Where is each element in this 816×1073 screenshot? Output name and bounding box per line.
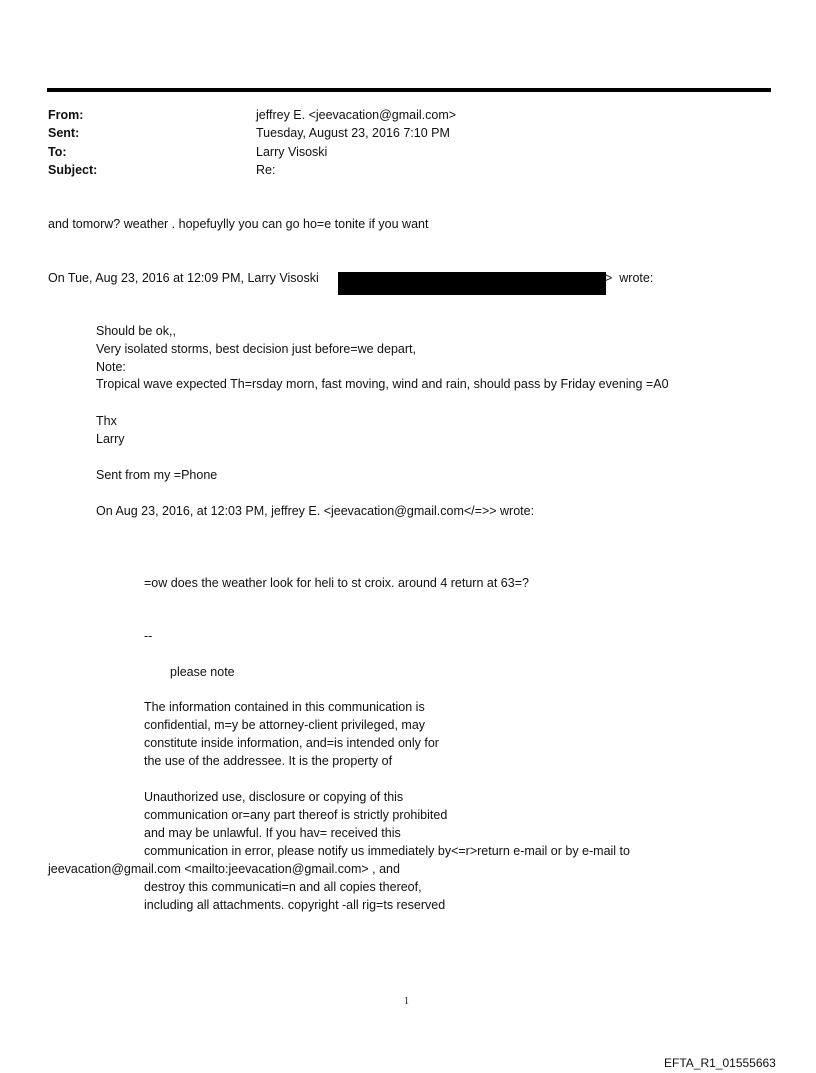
quote1-line: Sent from my =Phone <box>96 468 218 482</box>
subject-value: Re: <box>256 163 276 177</box>
from-value: jeffrey E. <jeevacation@gmail.com> <box>256 108 457 122</box>
quote2-line: communication or=any part thereof is strictly prohibited <box>144 808 448 822</box>
quote1-line: On Aug 23, 2016, at 12:03 PM, jeffrey E. <jeevacation@gmail.com</=>> wrote: <box>96 504 535 518</box>
quote1-line: Note: <box>96 360 126 374</box>
reply-text: and tomorw? weather . hopefuylly you can go ho=e tonite if you want <box>48 217 429 231</box>
quote2-line: constitute inside information, and=is intended only for <box>144 736 439 750</box>
quote2-line: The information contained in this communication is <box>144 700 425 714</box>
redaction-box <box>338 272 606 295</box>
quote2-line: Unauthorized use, disclosure or copying of this <box>144 790 404 804</box>
quote1-line: Should be ok,, <box>96 324 176 338</box>
quote2-line: jeevacation@gmail.com <mailto:jeevacation@gmail.com> , and <box>48 862 400 876</box>
quote1-line: Very isolated storms, best decision just before=we depart, <box>96 342 416 356</box>
sent-label: Sent: <box>48 126 80 140</box>
quote1-line: Larry <box>96 432 125 446</box>
sent-value: Tuesday, August 23, 2016 7:10 PM <box>256 126 450 140</box>
quote1-intro-suffix: > wrote: <box>605 271 654 285</box>
header-rule <box>47 88 771 92</box>
quote2-line: -- <box>144 629 153 643</box>
quote1-line: Thx <box>96 414 117 428</box>
subject-label: Subject: <box>48 163 98 177</box>
quote2-line: =ow does the weather look for heli to st croix. around 4 return at 63=? <box>144 576 529 590</box>
to-label: To: <box>48 145 67 159</box>
from-label: From: <box>48 108 84 122</box>
quote1-line: Tropical wave expected Th=rsday morn, fast moving, wind and rain, should pass by Friday evening =A0 <box>96 377 669 391</box>
to-value: Larry Visoski <box>256 145 328 159</box>
quote2-line: the use of the addressee. It is the property of <box>144 754 393 768</box>
quote1-intro-prefix: On Tue, Aug 23, 2016 at 12:09 PM, Larry Visoski <box>48 271 319 285</box>
wrote-label: wrote: <box>619 271 654 285</box>
quote2-line: and may be unlawful. If you hav= received this <box>144 826 401 840</box>
quote2-line: including all attachments. copyright -all rig=ts reserved <box>144 898 446 912</box>
quote2-line: confidential, m=y be attorney-client privileged, may <box>144 718 426 732</box>
quote2-line: please note <box>170 665 235 679</box>
quote2-line: destroy this communicati=n and all copies thereof, <box>144 880 422 894</box>
document-id: EFTA_R1_01555663 <box>664 1056 776 1070</box>
quote2-line: communication in error, please notify us immediately by<=r>return e-mail or by e-mail to <box>144 844 630 858</box>
page-number: 1 <box>404 996 409 1007</box>
